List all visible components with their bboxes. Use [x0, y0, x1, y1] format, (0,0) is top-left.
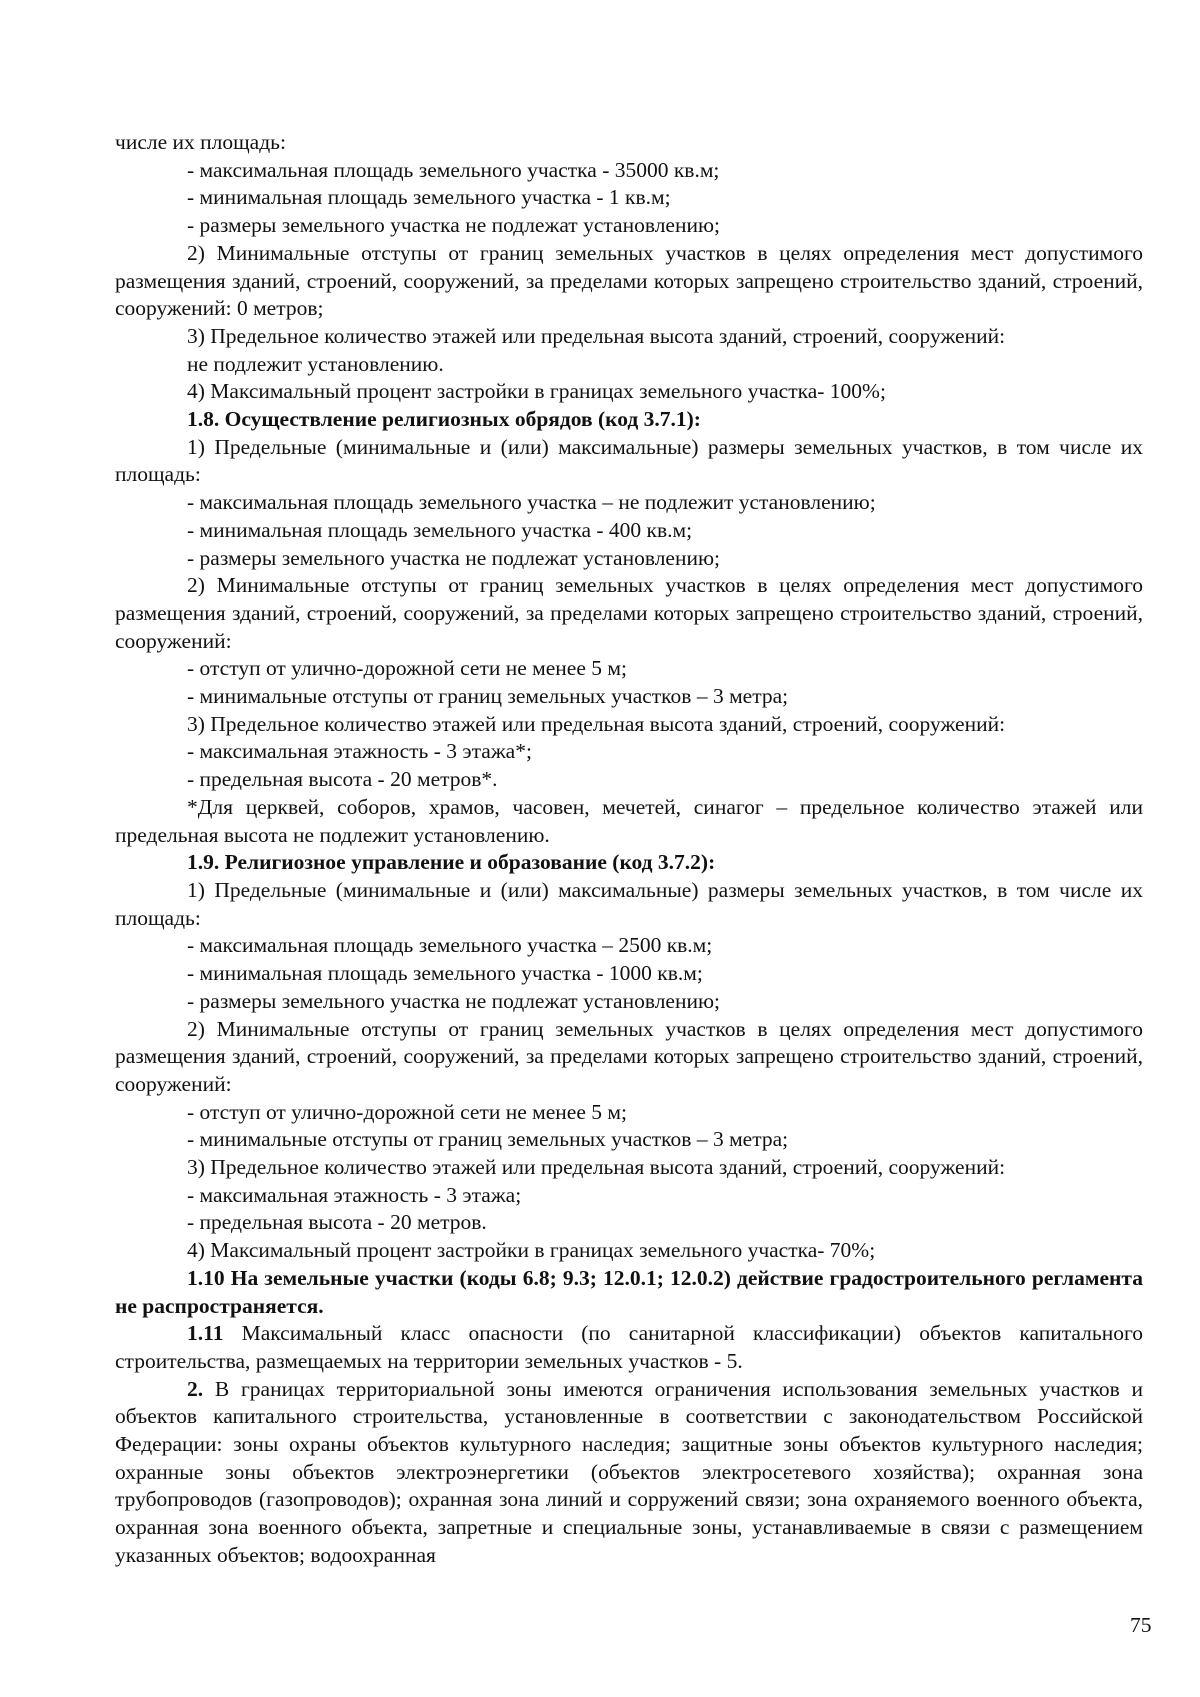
- paragraph-text: Максимальный класс опасности (по санитарной классификации) объектов капитального строительства, размещаемых на территории земельных участков - 5.: [115, 1321, 1143, 1373]
- list-item: - минимальная площадь земельного участка - 1000 кв.м;: [187, 961, 703, 986]
- list-item: - максимальная этажность - 3 этажа;: [187, 1182, 522, 1207]
- paragraph: 3) Предельное количество этажей или предельная высота зданий, строений, сооружений:: [187, 323, 1006, 348]
- paragraph: 4) Максимальный процент застройки в границах земельного участка- 100%;: [187, 379, 886, 404]
- paragraph-2: [115, 1376, 1143, 1570]
- list-item: - отступ от улично-дорожной сети не менее 5 м;: [187, 1099, 627, 1124]
- list-item: - максимальная площадь земельного участка – 2500 кв.м;: [187, 933, 713, 958]
- page-number: 75: [1130, 1613, 1152, 1637]
- paragraph-text: В границах территориальной зоны имеются ограничения использования земельных участков и объектов капитального строительства, установленные в соответствии с законодательством Российской Федерации: зоны охраны объектов культурного наследия; защитные зоны объектов культурного наследия; охранные зоны объектов электроэнергетики (объектов электросетевого хозяйства); охранная зона трубопроводов (газопроводов); охранная зона линий и сорружений связи; зона охраняемого военного объекта, охранная зона военного объекта, запретные и специальные зоны, устанавливаемые в связи с размещением указанных объектов; водоохранная: [115, 1376, 1143, 1567]
- item-number: 1.11: [187, 1321, 224, 1346]
- list-item: - минимальные отступы от границ земельных участков – 3 метра;: [187, 1127, 789, 1152]
- list-item: - максимальная этажность - 3 этажа*;: [187, 739, 532, 764]
- paragraph: 4) Максимальный процент застройки в границах земельного участка- 70%;: [187, 1238, 876, 1263]
- paragraph: 1) Предельные (минимальные и (или) максимальные) размеры земельных участков, в том числе их площадь:: [115, 434, 1143, 487]
- list-item: - размеры земельного участка не подлежат установлению;: [187, 545, 721, 570]
- list-item: - максимальная площадь земельного участка - 35000 кв.м;: [187, 157, 720, 182]
- paragraph: 2) Минимальные отступы от границ земельных участков в целях определения мест допустимого размещения зданий, строений, сооружений, за пределами которых запрещено строительство зданий, строений, сооружений:: [115, 1016, 1143, 1096]
- paragraph: 2) Минимальные отступы от границ земельных участков в целях определения мест допустимого размещения зданий, строений, сооружений, за пределами которых запрещено строительство зданий, строений, сооружений:: [115, 573, 1143, 653]
- paragraph: 2) Минимальные отступы от границ земельных участков в целях определения мест допустимого размещения зданий, строений, сооружений, за пределами которых запрещено строительство зданий, строений, сооружений: 0 метров;: [115, 240, 1143, 321]
- list-item: - минимальные отступы от границ земельных участков – 3 метра;: [187, 684, 789, 709]
- list-item: - минимальная площадь земельного участка - 400 кв.м;: [187, 517, 693, 542]
- paragraph: числе их площадь:: [115, 130, 286, 154]
- item-number: 2.: [187, 1376, 204, 1401]
- list-item: - размеры земельного участка не подлежат установлению;: [187, 213, 721, 238]
- document-body: [115, 129, 1143, 1570]
- list-item: - минимальная площадь земельного участка - 1 кв.м;: [187, 185, 671, 210]
- list-item: - предельная высота - 20 метров*.: [187, 767, 498, 792]
- paragraph: 1) Предельные (минимальные и (или) максимальные) размеры земельных участков, в том числе их площадь:: [115, 877, 1143, 930]
- paragraph: не подлежит установлению.: [187, 351, 444, 376]
- paragraph: 3) Предельное количество этажей или предельная высота зданий, строений, сооружений:: [187, 711, 1006, 736]
- list-item: - отступ от улично-дорожной сети не менее 5 м;: [187, 656, 627, 681]
- section-heading-1-10: 1.10 На земельные участки (коды 6.8; 9.3; 12.0.1; 12.0.2) действие градостроительного регламента не распространяется.: [115, 1265, 1143, 1318]
- list-item: - размеры земельного участка не подлежат установлению;: [187, 988, 721, 1013]
- list-item: - предельная высота - 20 метров.: [187, 1210, 487, 1235]
- section-heading-1-8: 1.8. Осуществление религиозных обрядов (код 3.7.1):: [187, 407, 701, 432]
- list-item: - максимальная площадь земельного участка – не подлежит установлению;: [187, 490, 876, 515]
- paragraph-1-11: [115, 1320, 1143, 1375]
- section-heading-1-9: 1.9. Религиозное управление и образование (код 3.7.2):: [187, 850, 716, 875]
- footnote-paragraph: *Для церквей, соборов, храмов, часовен, мечетей, синагог – предельное количество этажей или предельная высота не подлежит установлению.: [115, 794, 1143, 847]
- paragraph: 3) Предельное количество этажей или предельная высота зданий, строений, сооружений:: [187, 1155, 1006, 1180]
